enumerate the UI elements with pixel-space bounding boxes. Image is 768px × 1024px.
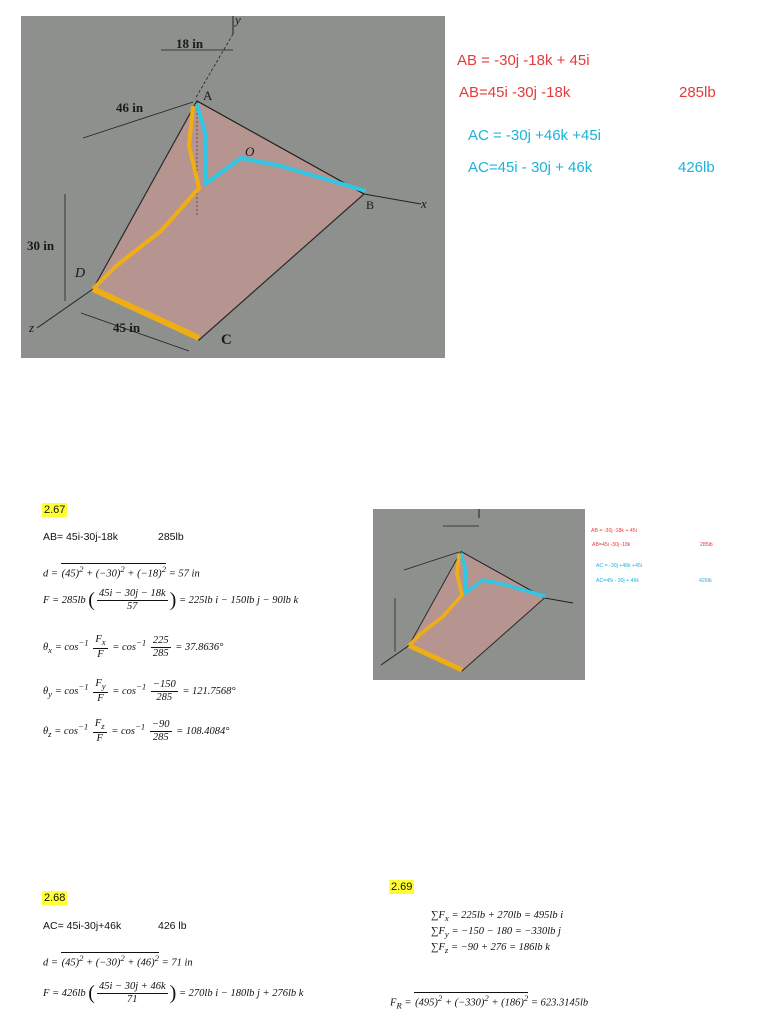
p267-tz-num: −90 — [151, 719, 170, 731]
p267-distance-result: = 57 in — [168, 568, 200, 580]
p269-sum-y-result: = −150 − 180 = −330lb j — [451, 926, 561, 937]
thumbnail-drawing — [373, 509, 585, 680]
p268-distance-result: = 71 in — [161, 957, 193, 969]
thumb-ab-force: 285lb — [700, 542, 713, 548]
p267-tz-den: 285 — [152, 732, 169, 744]
p269-sum-z: $\sum F_z = -90 + 276 = 186lb$ k — [431, 942, 550, 956]
axis-x-label: x — [421, 196, 427, 211]
p267-theta-x: $\theta_x = \cos^{-1}$ $\frac{F_x}{F}$ = $\cos^{-1}$ $\frac{225}{285}$ = 37.8636° — [43, 634, 224, 661]
problem-269-label: 2.69 — [391, 881, 413, 893]
p267-theta-z: $\theta_z = \cos^{-1}$ $\frac{F_z}{F}$ = $\cos^{-1}$ $\frac{-90}{285}$ = 108.4084° — [43, 718, 230, 745]
p267-theta-y: $\theta_y = \cos^{-1}$ $\frac{F_y}{F}$ = $\cos^{-1}$ $\frac{-150}{285}$ = 121.7568° — [43, 678, 236, 705]
ab-note-line2: AB=45i -30j -18k — [459, 84, 571, 101]
p267-tz-result: = 108.4084° — [176, 725, 230, 737]
p267-force: 285lb — [158, 531, 184, 543]
p268-force-result: = 270lb i − 180lb j + 276lb k — [178, 987, 304, 999]
figure-thumbnail — [373, 509, 585, 680]
dim-height-label: 30 in — [27, 238, 55, 253]
thumb-ac-force: 426lb — [699, 578, 712, 584]
figure-drawing — [21, 16, 445, 358]
p267-tx-den: 285 — [152, 648, 169, 660]
p267-ty-result: = 121.7568° — [182, 685, 236, 697]
p269-sum-x: $\sum F_x = 225lb + 270lb = 495lb$ i — [431, 910, 564, 924]
p268-force-den: 71 — [127, 994, 138, 1005]
p269-resultant: $F_R = (495)^2 + (-330)^2 + (186)^2 = 623.3145lb$ — [390, 993, 589, 1011]
dim-bottom-label: 45 in — [113, 320, 141, 335]
p269-resultant-result: = 623.3145lb — [530, 997, 589, 1009]
p267-tx-num: 225 — [152, 635, 169, 647]
figure-photo — [21, 16, 445, 358]
point-a-label: A — [203, 88, 213, 103]
p268-force-lhs: F = 426lb — [43, 987, 86, 999]
p267-ty-num: −150 — [152, 679, 176, 691]
p268-distance: $d = (45)^2 + (-30)^2 + (46)^2 = 71$ in — [43, 953, 193, 969]
p267-force-lhs: F = 285lb — [43, 594, 86, 606]
p267-distance: $d = (45)^2 + (-30)^2 + (-18)^2 = 57$ in — [43, 564, 200, 580]
axis-z-label: z — [29, 320, 35, 335]
dim-left-label: 46 in — [116, 100, 144, 115]
p267-given: AB= 45i-30j-18k — [43, 531, 119, 543]
point-o-label: O — [245, 144, 255, 159]
ab-force: 285lb — [679, 84, 716, 101]
p267-force-result: = 225lb i − 150lb j − 90lb k — [178, 594, 299, 606]
point-b-label: B — [366, 198, 375, 212]
p267-force-vector: F = 285lb ( $\frac{45i - 30j - 18k}{57}$ ) = 225lb i − 150lb j − 90lb k — [43, 588, 299, 612]
p267-tx-result: = 37.8636° — [175, 641, 224, 653]
p268-force: 426 lb — [158, 920, 187, 932]
thumb-ac-line2: AC=45i - 30j + 46k — [596, 578, 639, 584]
dim-top-label: 18 in — [176, 36, 204, 51]
point-c-label: C — [221, 332, 232, 348]
p267-ty-den: 285 — [156, 692, 173, 704]
ac-force: 426lb — [678, 159, 715, 176]
p267-force-num: 45i − 30j − 18k — [98, 588, 166, 599]
axis-y-label: y — [235, 16, 241, 27]
p269-sum-z-result: = −90 + 276 = 186lb k — [450, 942, 550, 953]
p268-force-vector: F = 426lb ( $\frac{45i - 30j + 46k}{71}$ ) = 270lb i − 180lb j + 276lb k — [43, 981, 304, 1005]
thumb-ac-line1: AC = -30j +46k +45i — [596, 563, 642, 569]
p268-given: AC= 45i-30j+46k — [43, 920, 122, 932]
thumb-ab-line2: AB=45i -30j -18k — [592, 542, 631, 548]
ac-note-line1: AC = -30j +46k +45i — [468, 127, 602, 144]
ac-note-line2: AC=45i - 30j + 46k — [468, 159, 593, 176]
p269-sum-x-result: = 225lb + 270lb = 495lb i — [451, 910, 564, 921]
p267-force-den: 57 — [127, 601, 138, 612]
p268-force-num: 45i − 30j + 46k — [98, 981, 166, 992]
problem-268-label: 2.68 — [44, 892, 66, 904]
ab-note-line1: AB = -30j -18k + 45i — [457, 52, 590, 69]
problem-267-label: 2.67 — [44, 504, 66, 516]
thumb-ab-line1: AB = -30j -18k + 45i — [591, 528, 637, 534]
point-d-label: D — [75, 266, 86, 281]
p269-sum-y: $\sum F_y = -150 - 180 = -330lb$ j — [431, 926, 561, 940]
